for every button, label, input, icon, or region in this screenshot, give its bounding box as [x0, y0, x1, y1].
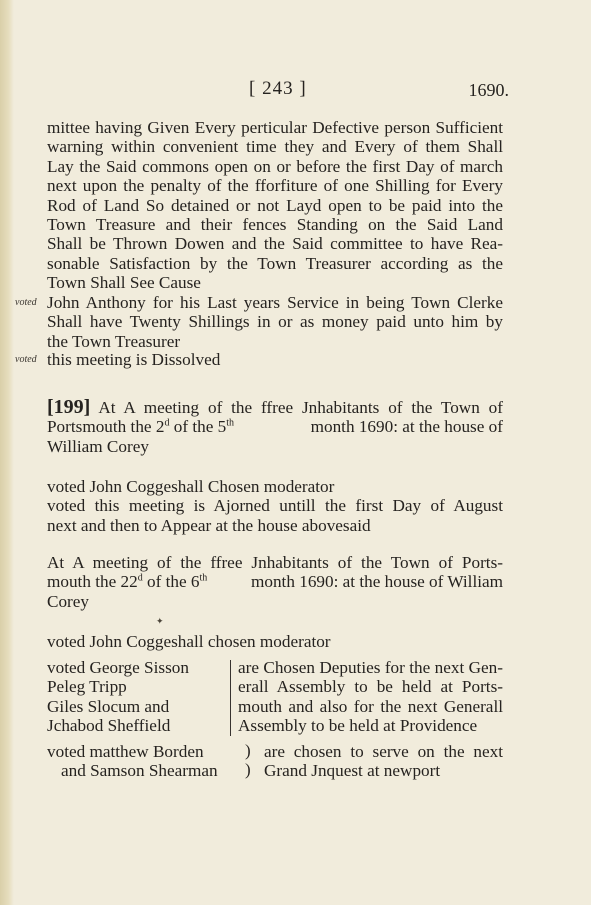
- text-line: Shall be Thrown Dowen and the Said committee to have Rea-: [47, 234, 503, 254]
- text-line: sonable Satisfaction by the Town Treasurer according as the: [47, 253, 503, 273]
- juror-name: voted matthew Borden: [47, 742, 204, 761]
- text-line: voted John Coggeshall chosen moderator: [47, 632, 331, 651]
- text-fragment: month 1690: at the house of: [310, 417, 503, 437]
- deputies-description: [238, 658, 503, 736]
- text-line: John Anthony for his Last years Service in being Town Clerke: [47, 293, 503, 312]
- text-line: Shall have Twenty Shillings in or as money paid unto him by: [47, 312, 503, 332]
- text-line: mittee having Given Every perticular Defective person Sufficient: [47, 118, 503, 137]
- votes-adjourn: [47, 477, 503, 535]
- text-line: [47, 398, 503, 417]
- jurors-description: [264, 742, 503, 781]
- page-number: [ 243 ]: [249, 78, 307, 99]
- paragraph-committee: [47, 118, 503, 293]
- deputy-name: Jchabod Sheffield: [47, 716, 171, 736]
- superscript: d: [164, 417, 170, 429]
- jurors-brace: [245, 741, 251, 780]
- text-fragment: At A meeting of the ffree Jnhabitants of the Town of: [98, 398, 503, 417]
- text-line: erall Assembly to be held at Ports-: [238, 677, 503, 697]
- moderator-vote: [47, 632, 503, 651]
- text-line: [47, 572, 503, 591]
- entry-number: [199]: [47, 396, 91, 418]
- text-line: are Chosen Deputies for the next Gen-: [238, 658, 503, 677]
- text-line: Town Shall See Cause: [47, 273, 201, 293]
- superscript: d: [137, 572, 143, 584]
- text-line: Grand Jnquest at newport: [264, 761, 441, 781]
- text-line: the Town Treasurer: [47, 331, 181, 351]
- text-fragment: [47, 417, 234, 436]
- deputy-name: Peleg Tripp: [47, 677, 127, 697]
- text-fragment: of the 6: [142, 572, 200, 592]
- superscript: th: [226, 417, 235, 429]
- text-line: this meeting is Dissolved: [47, 350, 221, 369]
- text-line: Town Treasure and their fences Standing on the Said Land: [47, 214, 503, 234]
- text-line: voted this meeting is Ajorned untill the first Day of August: [47, 496, 503, 516]
- margin-note-voted: voted: [15, 297, 37, 308]
- text-fragment: of the 5: [169, 417, 227, 437]
- text-line: voted John Coggeshall Chosen moderator: [47, 477, 335, 496]
- paragraph-john-anthony: [47, 293, 503, 351]
- text-line: mouth and also for the next Generall: [238, 696, 503, 716]
- margin-note-voted: voted: [15, 354, 37, 365]
- jurors-names: [47, 742, 247, 781]
- text-fragment: mouth the 22: [47, 572, 138, 592]
- text-line: Rod of Land So detained or not Layd open to be paid into the: [47, 195, 503, 215]
- brace-bottom: ): [245, 760, 251, 780]
- text-fragment: [47, 572, 207, 591]
- deputy-name: Giles Slocum and: [47, 696, 170, 716]
- text-line: warning within convenient time they and Every of them Shall: [47, 137, 503, 157]
- text-line: Lay the Said commons open on or before the first Day of march: [47, 156, 503, 176]
- entry-199: [47, 398, 503, 456]
- text-line: next upon the penalty of the fforfiture of one Shilling for Every: [47, 176, 503, 196]
- superscript: th: [199, 572, 208, 584]
- text-line: At A meeting of the ffree Jnhabitants of the Town of Ports-: [47, 553, 503, 572]
- text-line: [47, 417, 503, 436]
- text-line: Corey: [47, 591, 90, 611]
- juror-name: and Samson Shearman: [61, 761, 218, 781]
- text-line: are chosen to serve on the next: [264, 742, 503, 761]
- meeting-2: [47, 553, 503, 611]
- deputy-name: voted George Sisson: [47, 658, 189, 677]
- deputies-bracket: [230, 660, 231, 736]
- text-line: next and then to Appear at the house abovesaid: [47, 515, 371, 535]
- text-fragment: Portsmouth the 2: [47, 417, 165, 437]
- deputies-names: [47, 658, 227, 736]
- brace-top: ): [245, 741, 251, 760]
- page-gutter-shadow: [0, 0, 14, 905]
- text-line: William Corey: [47, 436, 149, 456]
- text-fragment: month 1690: at the house of William: [251, 572, 503, 592]
- text-line: Assembly to be held at Providence: [238, 716, 478, 736]
- page-year: 1690.: [468, 80, 509, 100]
- paragraph-dissolved: [47, 350, 503, 369]
- ornament-mark: ✦: [156, 616, 164, 626]
